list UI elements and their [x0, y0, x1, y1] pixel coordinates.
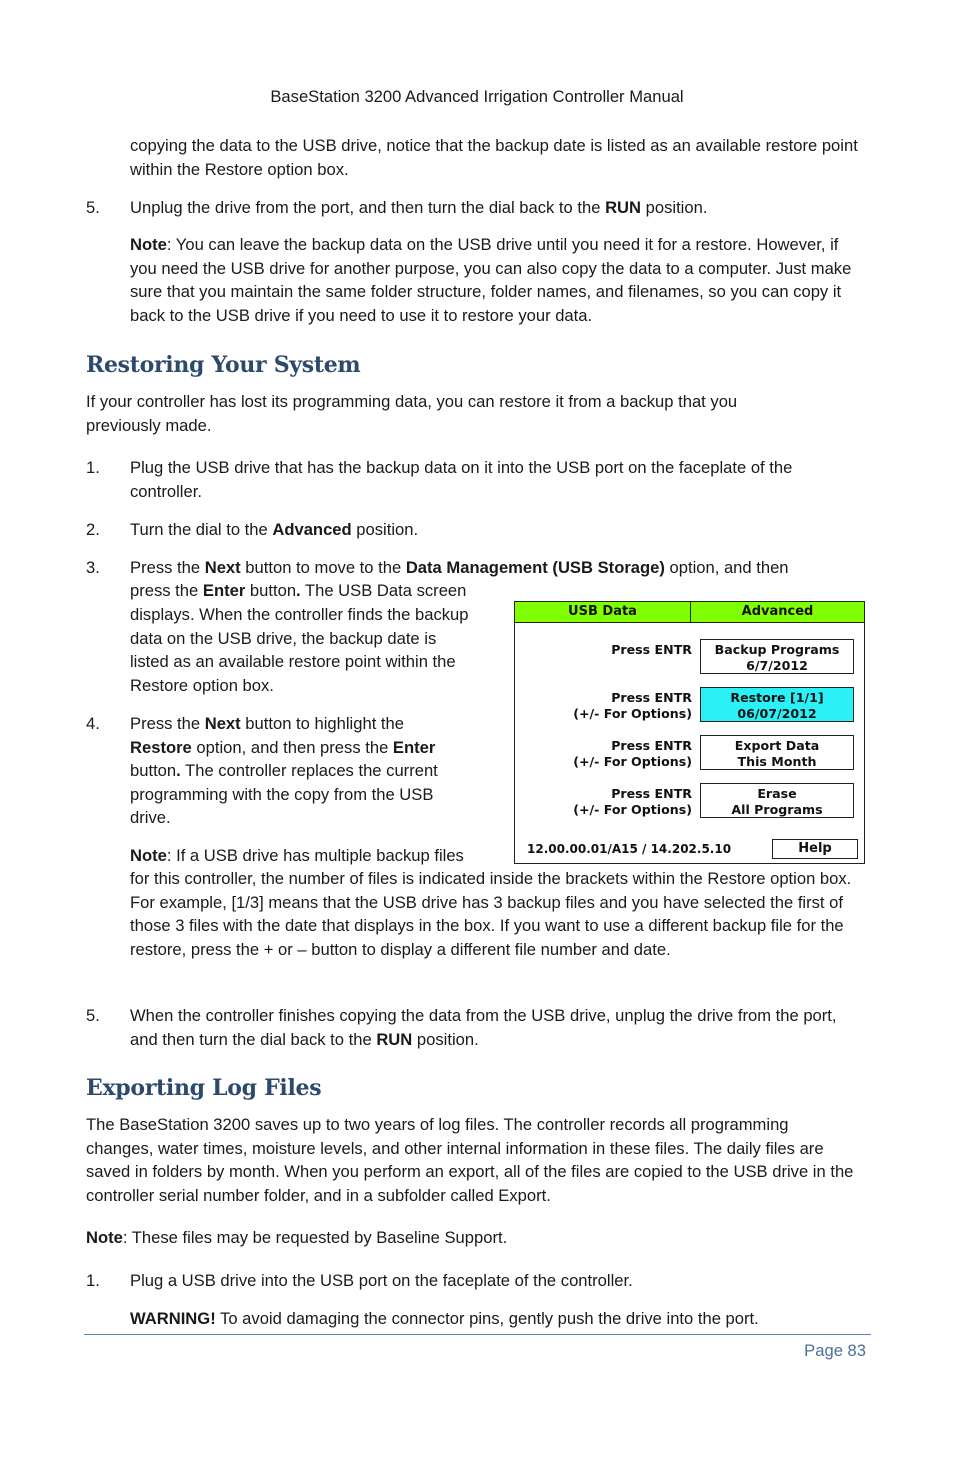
step-text: press the Enter button. The USB Data screen — [130, 581, 467, 600]
row-label: Press ENTR — [611, 642, 692, 657]
export-data-button[interactable]: Export Data This Month — [700, 735, 854, 770]
step-number: 2. — [86, 520, 100, 539]
erase-programs-button[interactable]: Erase All Programs — [700, 783, 854, 818]
step-text: Press the Next button to move to the Data Management (USB Storage) option, and then — [130, 558, 789, 577]
step-number: 1. — [86, 1271, 100, 1290]
firmware-status: 12.00.00.01/A15 / 14.202.5.10 — [527, 842, 732, 856]
continuation-paragraph: copying the data to the USB drive, notice that the backup date is listed as an available restore point within the Restore option box. — [130, 136, 858, 179]
exporting-paragraph: The BaseStation 3200 saves up to two years of log files. The controller records all programming changes, water times, moisture levels, and other internal information in these files. The daily files are saved in folders by month. When you perform an export, all of the files are copied to the USB drive in the controller serial number folder, and in a subfolder called Export. — [86, 1115, 854, 1205]
step-text: displays. When the controller finds the backup data on the USB drive, the backup date is listed as an available restore point within the Restore option box. — [130, 605, 469, 695]
restoring-intro: If your controller has lost its programming data, you can restore it from a backup that you previously made. — [86, 392, 738, 435]
step-number: 3. — [86, 558, 100, 577]
section-heading-exporting: Exporting Log Files — [86, 1075, 322, 1101]
row-label: Press ENTR (+/- For Options) — [573, 786, 692, 817]
step-text: Turn the dial to the Advanced position. — [130, 520, 419, 539]
row-label: Press ENTR (+/- For Options) — [573, 690, 692, 721]
step-text: When the controller finishes copying the data from the USB drive, unplug the drive from the port, and then turn the dial back to the RUN position. — [130, 1006, 837, 1049]
note-paragraph: Note: These files may be requested by Baseline Support. — [86, 1228, 508, 1247]
step-text: Press the Next button to highlight the Restore option, and then press the Enter button. The controller replaces the current programming with the copy from the USB drive. — [130, 714, 438, 828]
screen-header-advanced: Advanced — [691, 602, 864, 623]
usb-data-screen — [514, 601, 865, 864]
section-heading-restoring: Restoring Your System — [86, 352, 361, 378]
note-paragraph: Note: If a USB drive has multiple backup files — [130, 846, 464, 865]
restore-button[interactable]: Restore [1/1] 06/07/2012 — [700, 687, 854, 722]
note-paragraph: for this controller, the number of files is indicated inside the brackets within the Restore option box. For example, [1/3] means that the USB drive has 3 backup files and you have selected the first of those 3 files with the date that displays in the box. If you want to use a different backup file for the restore, press the + or – button to display a different file number and date. — [130, 869, 852, 959]
running-header: BaseStation 3200 Advanced Irrigation Controller Manual — [270, 87, 684, 106]
row-label: Press ENTR (+/- For Options) — [573, 738, 692, 769]
note-paragraph: Note: You can leave the backup data on the USB drive until you need it for a restore. However, if you need the USB drive for another purpose, you can also copy the data to a computer. Just make sure that you maintain the same folder structure, folder names, and filenames, so you can copy it back to the USB drive if you need to use it to restore your data. — [130, 235, 852, 325]
backup-programs-button[interactable]: Backup Programs 6/7/2012 — [700, 639, 854, 674]
step-text: Plug a USB drive into the USB port on the faceplate of the controller. — [130, 1271, 633, 1290]
step-number: 1. — [86, 458, 100, 477]
step-text: Unplug the drive from the port, and then turn the dial back to the RUN position. — [130, 198, 708, 217]
step-number: 5. — [86, 1006, 100, 1025]
footer-rule — [84, 1334, 871, 1335]
step-number: 4. — [86, 714, 100, 733]
page-number: Page 83 — [804, 1341, 866, 1360]
step-text: Plug the USB drive that has the backup data on it into the USB port on the faceplate of the controller. — [130, 458, 793, 501]
warning-paragraph: WARNING! To avoid damaging the connector pins, gently push the drive into the port. — [130, 1309, 759, 1328]
step-number: 5. — [86, 198, 100, 217]
screen-header-usb-data: USB Data — [515, 602, 691, 623]
help-button[interactable]: Help — [772, 839, 858, 859]
